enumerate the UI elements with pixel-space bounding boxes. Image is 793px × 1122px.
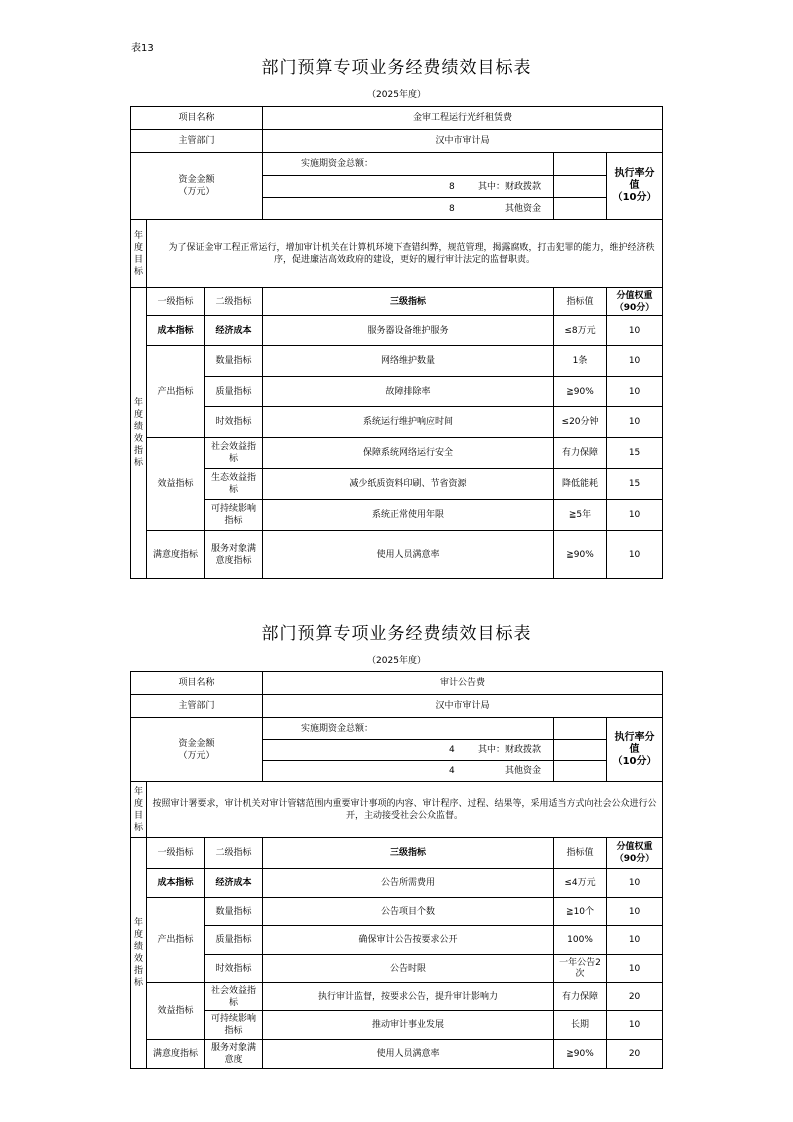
output-l2: 质量指标 [205, 926, 263, 955]
benefit-l2: 生态效益指标 [205, 469, 263, 500]
output-weight: 10 [607, 926, 663, 955]
output-l3: 确保审计公告按要求公开 [263, 926, 554, 955]
output-l2: 时效指标 [205, 955, 263, 983]
table-row [131, 898, 663, 926]
satisfaction-l2: 服务对象满意度指标 [205, 531, 263, 579]
table-row [131, 1040, 663, 1069]
fund-label [131, 718, 263, 782]
benefit-value: 有力保障 [554, 438, 607, 469]
cost-value: ≤4万元 [554, 869, 607, 898]
satisfaction-l3: 使用人员满意率 [263, 531, 554, 579]
fund-other-label [263, 761, 554, 782]
benefit-weight: 10 [607, 1011, 663, 1040]
goal-label-char: 目 [134, 254, 144, 265]
header-value: 指标值 [554, 838, 607, 869]
table-title: 部门预算专项业务经费绩效目标表 [261, 624, 532, 644]
header-value: 指标值 [554, 288, 607, 316]
indicator-label-char: 指 [134, 446, 144, 456]
goal-label [131, 782, 147, 838]
table-row [131, 407, 663, 438]
table-row [131, 316, 663, 346]
fund-total-value [554, 153, 607, 176]
exec-rate-score: （10分） [612, 192, 657, 203]
header-l2: 二级指标 [205, 288, 263, 316]
goal-row [131, 220, 663, 288]
table-row [131, 531, 663, 579]
exec-rate-label: 执行率分值 [614, 168, 655, 191]
benefit-l2: 社会效益指标 [205, 438, 263, 469]
benefit-l2: 可持续影响指标 [205, 1011, 263, 1040]
goal-label-char: 度 [134, 242, 144, 253]
benefit-l3: 系统正常使用年限 [263, 500, 554, 531]
table-row [131, 469, 663, 500]
benefit-weight: 20 [607, 983, 663, 1011]
indicator-label-char: 效 [134, 434, 144, 444]
fund-label-text: 资金金额 [178, 175, 215, 185]
fund-label [131, 153, 263, 220]
fund-total-row [131, 718, 663, 740]
table-year: （2025年度） [367, 656, 426, 666]
project-name-row [131, 672, 663, 695]
output-l2: 数量指标 [205, 898, 263, 926]
goal-text: 为了保证金审工程正常运行，增加审计机关在计算机环境下查错纠弊，规范管理，揭露腐败，打击犯罪的能力，维护经济秩序，促进廉洁高效政府的建设，更好的履行审计法定的监督职责。 [147, 220, 663, 288]
output-weight: 10 [607, 407, 663, 438]
indicator-label-char: 绩 [134, 942, 144, 952]
output-weight: 10 [607, 377, 663, 407]
table-row [131, 926, 663, 955]
header-weight [607, 838, 663, 869]
output-value: 1条 [554, 346, 607, 377]
satisfaction-value: ≧90% [554, 531, 607, 579]
fund-total-label: 实施期资金总额： [263, 718, 554, 740]
table-row [131, 377, 663, 407]
benefit-weight: 15 [607, 438, 663, 469]
output-value: 100% [554, 926, 607, 955]
dept-row [131, 695, 663, 718]
cost-l3: 公告所需费用 [263, 869, 554, 898]
fund-total-row [131, 153, 663, 176]
exec-rate-cell [607, 153, 663, 220]
indicator-label-char: 指 [134, 966, 144, 976]
goal-row [131, 782, 663, 838]
output-l2: 数量指标 [205, 346, 263, 377]
goal-label-char: 度 [134, 798, 144, 809]
goal-text: 按照审计署要求，审计机关对审计管辖范围内重要审计事项的内容、审计程序、过程、结果等，采用适当方式向社会公众进行公开，主动接受社会公众监督。 [147, 782, 663, 838]
cost-value: ≤8万元 [554, 316, 607, 346]
cost-l1: 成本指标 [147, 869, 205, 898]
fund-other-label [263, 198, 554, 220]
output-l1: 产出指标 [147, 346, 205, 438]
satisfaction-l1: 满意度指标 [147, 1040, 205, 1069]
dept-label: 主管部门 [131, 130, 263, 153]
fund-unit-text: （万元） [178, 187, 215, 197]
cost-weight: 10 [607, 869, 663, 898]
header-l3: 三级指标 [263, 838, 554, 869]
benefit-l3: 保障系统网络运行安全 [263, 438, 554, 469]
header-weight [607, 288, 663, 316]
cost-weight: 10 [607, 316, 663, 346]
indicator-label-char: 度 [134, 930, 144, 940]
table-year: （2025年度） [367, 90, 426, 100]
performance-table [130, 671, 663, 1069]
indicator-label-char: 效 [134, 954, 144, 964]
output-l3: 网络维护数量 [263, 346, 554, 377]
project-name-label: 项目名称 [131, 672, 263, 695]
fund-fiscal-label [263, 740, 554, 761]
output-l3: 故障排除率 [263, 377, 554, 407]
benefit-value: ≧5年 [554, 500, 607, 531]
output-l1: 产出指标 [147, 898, 205, 983]
dept-value: 汉中市审计局 [263, 695, 663, 718]
benefit-value: 有力保障 [554, 983, 607, 1011]
output-l3: 系统运行维护响应时间 [263, 407, 554, 438]
dept-label: 主管部门 [131, 695, 263, 718]
goal-label-char: 年 [134, 786, 144, 797]
cost-l2: 经济成本 [205, 316, 263, 346]
satisfaction-value: ≧90% [554, 1040, 607, 1069]
fund-total-value [554, 718, 607, 740]
satisfaction-l1: 满意度指标 [147, 531, 205, 579]
project-name-label: 项目名称 [131, 107, 263, 130]
output-l3: 公告时限 [263, 955, 554, 983]
exec-rate-cell [607, 718, 663, 782]
satisfaction-l3: 使用人员满意率 [263, 1040, 554, 1069]
fund-total-label: 实施期资金总额： [263, 153, 554, 176]
exec-rate-score: （10分） [612, 755, 657, 767]
cost-l3: 服务器设备维护服务 [263, 316, 554, 346]
benefit-l3: 推动审计事业发展 [263, 1011, 554, 1040]
table-row [131, 438, 663, 469]
satisfaction-weight: 20 [607, 1040, 663, 1069]
goal-label-char: 标 [134, 266, 144, 277]
goal-label [131, 220, 147, 288]
goal-label-char: 目 [134, 810, 144, 821]
fund-label-text: 资金金额 [178, 738, 215, 749]
header-weight-label: 分值权重 [616, 290, 653, 301]
goal-label-char: 标 [134, 822, 144, 833]
satisfaction-l2: 服务对象满意度 [205, 1040, 263, 1069]
goal-label-char: 年 [134, 230, 144, 241]
page-label: 表13 [131, 43, 154, 54]
indicator-label-char: 标 [134, 458, 144, 468]
fund-fiscal-amount: 4 [449, 745, 455, 755]
table-row [131, 955, 663, 983]
output-weight: 10 [607, 955, 663, 983]
output-l2: 质量指标 [205, 377, 263, 407]
benefit-l3: 执行审计监督，按要求公告，提升审计影响力 [263, 983, 554, 1011]
fund-fiscal-label [263, 176, 554, 198]
table-row [131, 500, 663, 531]
fund-fiscal-amount: 8 [449, 181, 455, 192]
fund-other-label-text: 其他资金 [505, 766, 542, 776]
dept-row [131, 130, 663, 153]
benefit-value: 降低能耗 [554, 469, 607, 500]
dept-value: 汉中市审计局 [263, 130, 663, 153]
header-weight-label: 分值权重 [616, 842, 653, 852]
indicator-label-char: 年 [134, 398, 144, 408]
table-title: 部门预算专项业务经费绩效目标表 [261, 58, 532, 78]
indicator-label [131, 838, 147, 1069]
table-row [131, 983, 663, 1011]
output-value: ≤20分钟 [554, 407, 607, 438]
performance-table [130, 106, 663, 579]
output-weight: 10 [607, 346, 663, 377]
fund-unit-text: （万元） [178, 750, 215, 761]
project-name-row [131, 107, 663, 130]
indicator-label-char: 年 [134, 918, 144, 928]
output-weight: 10 [607, 898, 663, 926]
header-l3: 三级指标 [263, 288, 554, 316]
output-l2: 时效指标 [205, 407, 263, 438]
header-l1: 一级指标 [147, 838, 205, 869]
project-name-value: 审计公告费 [263, 672, 663, 695]
output-l3: 公告项目个数 [263, 898, 554, 926]
fund-other-amount: 8 [449, 203, 455, 214]
exec-rate-label: 执行率分值 [614, 731, 655, 755]
header-row [131, 838, 663, 869]
cost-l2: 经济成本 [205, 869, 263, 898]
benefit-l1: 效益指标 [147, 983, 205, 1040]
header-l1: 一级指标 [147, 288, 205, 316]
indicator-label-char: 绩 [134, 422, 144, 432]
fund-fiscal-label-text: 其中：财政拨款 [478, 745, 542, 755]
header-l2: 二级指标 [205, 838, 263, 869]
cost-l1: 成本指标 [147, 316, 205, 346]
benefit-weight: 10 [607, 500, 663, 531]
fund-fiscal-label-text: 其中：财政拨款 [478, 181, 542, 192]
indicator-label-char: 标 [134, 978, 144, 988]
table-row [131, 346, 663, 377]
benefit-l1: 效益指标 [147, 438, 205, 531]
indicator-label-char: 度 [134, 410, 144, 420]
indicator-label [131, 288, 147, 579]
fund-other-label-text: 其他资金 [505, 203, 542, 214]
output-value: ≧10个 [554, 898, 607, 926]
header-weight-total: （90分） [614, 854, 655, 864]
table-row [131, 1011, 663, 1040]
benefit-weight: 15 [607, 469, 663, 500]
table-row [131, 869, 663, 898]
header-weight-total: （90分） [614, 302, 655, 313]
benefit-l2: 社会效益指标 [205, 983, 263, 1011]
benefit-value: 长期 [554, 1011, 607, 1040]
fund-other-amount: 4 [449, 766, 455, 776]
project-name-value: 金审工程运行光纤租赁费 [263, 107, 663, 130]
satisfaction-weight: 10 [607, 531, 663, 579]
benefit-l2: 可持续影响指标 [205, 500, 263, 531]
header-row [131, 288, 663, 316]
benefit-l3: 减少纸质资料印刷、节省资源 [263, 469, 554, 500]
output-value: 一年公告2次 [554, 955, 607, 983]
output-value: ≧90% [554, 377, 607, 407]
